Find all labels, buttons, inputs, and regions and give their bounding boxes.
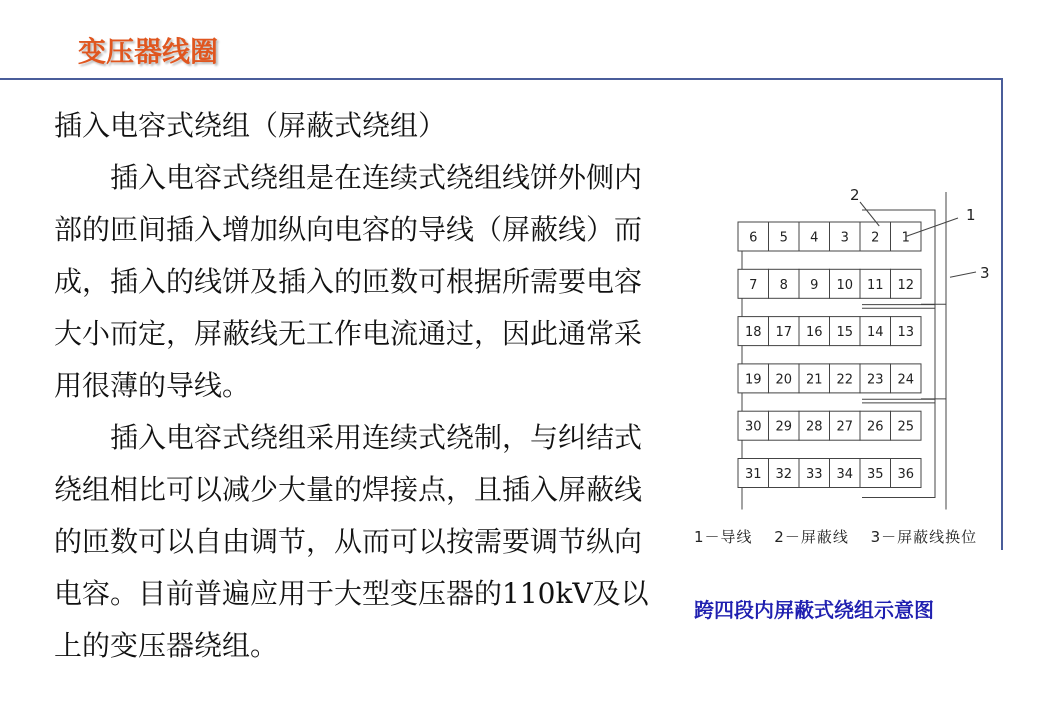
winding-cell-number: 33 [805, 467, 823, 482]
winding-cell-number: 34 [836, 467, 854, 482]
winding-cell-number: 2 [871, 230, 880, 246]
winding-diagram [690, 180, 1000, 520]
winding-cell-number: 26 [866, 419, 884, 435]
diagram-caption: 跨四段内屏蔽式绕组示意图 [694, 598, 934, 622]
winding-cell-number: 23 [866, 372, 884, 388]
winding-cell-number: 18 [744, 325, 762, 341]
winding-cell-number: 5 [779, 230, 788, 246]
winding-cell-number: 3 [840, 230, 849, 246]
winding-cell-number: 36 [897, 467, 915, 482]
winding-cell-number: 30 [744, 419, 762, 435]
winding-cell-number: 13 [897, 325, 915, 341]
callout-3-leader [950, 272, 976, 277]
winding-cell-number: 7 [749, 277, 758, 293]
callout-number-3: 3 [980, 264, 990, 282]
frame-divider [1001, 78, 1003, 550]
winding-cell-number: 14 [866, 325, 884, 341]
winding-cell-number: 15 [836, 325, 854, 341]
winding-cell-number: 35 [866, 467, 884, 482]
winding-cell-number: 17 [775, 325, 793, 341]
diagram-legend: 1－导线 2－屏蔽线 3－屏蔽线换位 [694, 528, 978, 546]
section-heading: 插入电容式绕组（屏蔽式绕组） [54, 109, 447, 142]
winding-cell-number: 21 [805, 372, 823, 388]
winding-cell-number: 12 [897, 277, 915, 293]
callout-number-1: 1 [966, 206, 976, 224]
winding-cell-number: 8 [779, 277, 788, 293]
winding-cell-number: 11 [866, 277, 884, 293]
body-text [54, 100, 666, 672]
winding-cell-number: 24 [897, 372, 915, 388]
winding-cell-number: 10 [836, 277, 854, 293]
winding-cell-number: 28 [805, 419, 823, 435]
winding-cell-number: 29 [775, 419, 793, 435]
winding-cell-number: 6 [749, 230, 758, 246]
callout-number-2: 2 [850, 186, 860, 204]
slide-title: 变压器线圈 [78, 35, 219, 68]
winding-cell-number: 19 [744, 372, 762, 388]
winding-cell-number: 9 [810, 277, 819, 293]
paragraph-1: 插入电容式绕组是在连续式绕组线饼外侧内部的匝间插入增加纵向电容的导线（屏蔽线）而成，插入的线饼及插入的匝数可根据所需要电容大小而定，屏蔽线无工作电流通过，因此通常采用很薄的导线。 [54, 161, 643, 402]
winding-cell-number: 27 [836, 419, 854, 435]
winding-cell-number: 20 [775, 372, 793, 388]
winding-diagram-svg [690, 180, 1000, 520]
winding-cell-number: 1 [901, 230, 910, 246]
shield-transposition-line [921, 304, 946, 399]
header-divider [0, 78, 1003, 80]
winding-cell-number: 31 [744, 467, 762, 482]
winding-cell-number: 4 [810, 230, 819, 246]
winding-cell-number: 25 [897, 419, 915, 435]
winding-cell-number: 32 [775, 467, 793, 482]
winding-cell-number: 22 [836, 372, 854, 388]
paragraph-2: 插入电容式绕组采用连续式绕制，与纠结式绕组相比可以减少大量的焊接点，且插入屏蔽线的匝数可以自由调节，从而可以按需要调节纵向电容。目前普遍应用于大型变压器的110kV及以上的变压器绕组。 [54, 421, 649, 662]
winding-cell-number: 16 [805, 325, 823, 341]
